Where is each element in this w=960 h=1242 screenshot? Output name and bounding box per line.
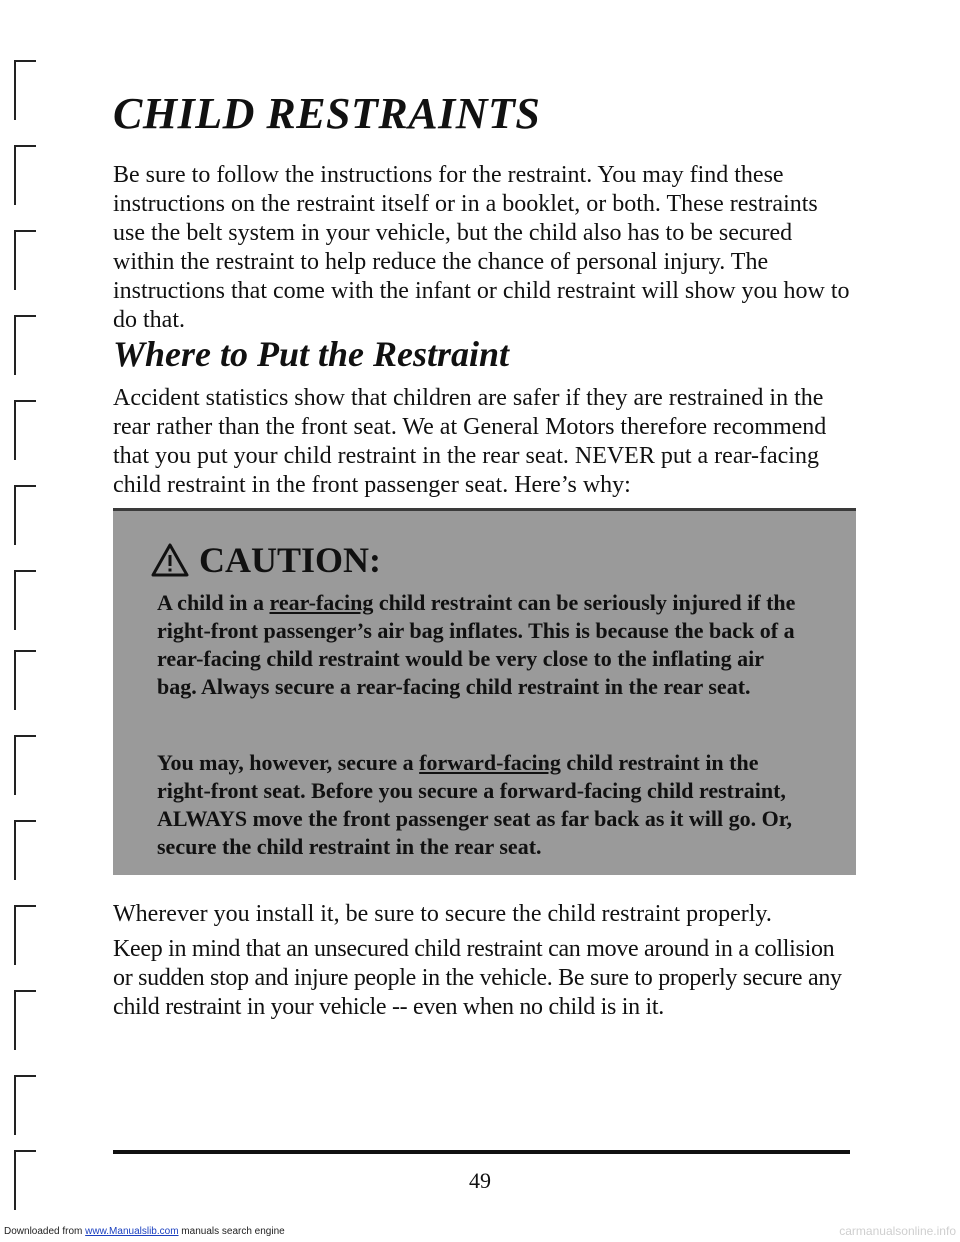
caution-text-segment: child restraint in the right-front seat. Before you secure a forward-facing child restraint, ALWAYS move the front passenger seat as far back as it will go. Or, secure the child restraint in the rear seat. [157, 750, 792, 859]
margin-tab-marks [0, 0, 80, 1242]
footer-rule [113, 1150, 850, 1154]
caution-box [113, 508, 856, 875]
caution-text-segment: child restraint can be seriously injured if the right-front passenger’s air bag inflates. This is because the back of a rear-facing child restraint would be very close to the inflating air bag. Always secure a rear-facing child restraint in the rear seat. [157, 590, 796, 699]
intro-paragraph: Be sure to follow the instructions for the restraint. You may find these instructions on the restraint itself or in a booklet, or both. These restraints use the belt system in your vehicle, but the child also has to be secured within the restraint to help reduce the chance of personal injury. The instructions that come with the infant or child restraint will show you how to do that. [113, 162, 850, 333]
margin-mark [14, 820, 36, 880]
margin-mark [14, 145, 36, 205]
margin-mark [14, 1075, 36, 1135]
page-heading: CHILD RESTRAINTS [113, 89, 541, 138]
caution-paragraph-forward-facing [157, 749, 807, 861]
download-suffix: manuals search engine [178, 1226, 285, 1237]
site-watermark: carmanualsonline.info [839, 1224, 956, 1238]
margin-mark [14, 485, 36, 545]
caution-text-segment: A child in a [157, 590, 270, 615]
install-paragraph: Wherever you install it, be sure to secure the child restraint properly. [113, 901, 772, 927]
caution-header [151, 539, 381, 581]
manualslib-link[interactable]: www.Manualslib.com [85, 1226, 179, 1237]
section-subheading: Where to Put the Restraint [113, 334, 510, 374]
margin-mark [14, 650, 36, 710]
caution-text-segment: You may, however, secure a [157, 750, 420, 775]
warning-triangle-icon [151, 543, 189, 577]
caution-paragraph-rear-facing [157, 589, 807, 701]
caution-label: CAUTION: [199, 540, 382, 580]
margin-mark [14, 400, 36, 460]
emphasis-rear-facing: rear-facing [269, 590, 374, 615]
margin-mark [14, 990, 36, 1050]
page-number: 49 [469, 1168, 491, 1193]
margin-mark [14, 230, 36, 290]
margin-mark [14, 60, 36, 120]
emphasis-forward-facing: forward-facing [419, 750, 561, 775]
placement-paragraph: Accident statistics show that children are safer if they are restrained in the rear rather than the front seat. We at General Motors therefore recommend that you put your child restraint in the rear seat. NEVER put a rear-facing child restraint in the front passenger seat. Here’s why: [113, 385, 827, 498]
margin-mark [14, 735, 36, 795]
margin-mark [14, 315, 36, 375]
unsecured-restraint-paragraph: Keep in mind that an unsecured child restraint can move around in a collision or sudden stop and injure people in the vehicle. Be sure to properly secure any child restraint in your vehicle -- even when no child is in it. [113, 936, 842, 1020]
margin-mark [14, 905, 36, 965]
download-prefix: Downloaded from [4, 1226, 86, 1237]
download-source-note [4, 1226, 285, 1237]
margin-mark [14, 570, 36, 630]
